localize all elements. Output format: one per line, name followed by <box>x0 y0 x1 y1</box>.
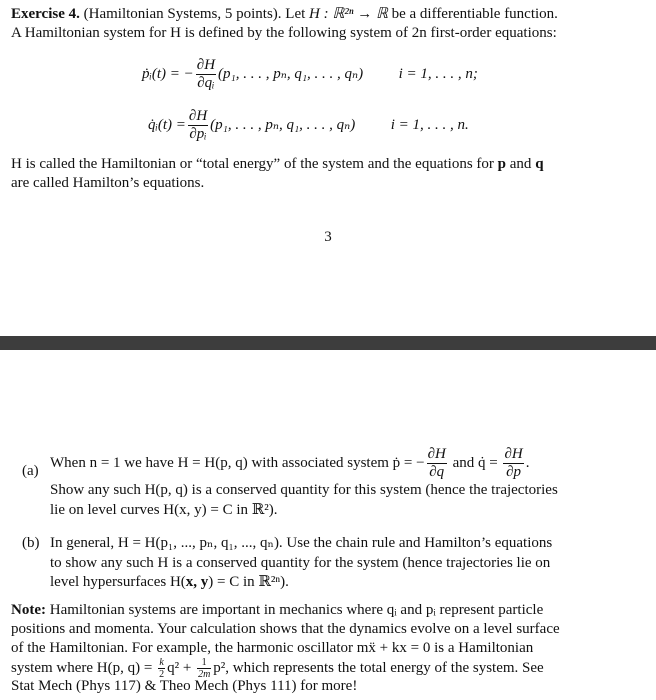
part-a-frac1 <box>427 446 447 481</box>
note-line2: positions and momenta. Your calculation shows that the dynamics evolve on a level surface <box>11 621 560 637</box>
eq2-lhs: q̇ᵢ(t) = <box>148 116 186 133</box>
hamiltonian-map: H : ℝ²ⁿ → ℝ <box>309 6 388 22</box>
equation-1 <box>142 57 478 92</box>
note-label: Note: <box>11 602 46 618</box>
part-a-line1 <box>50 446 640 481</box>
m-num: 1 <box>201 657 207 668</box>
part-b-label: (b) <box>22 535 40 551</box>
eq1-args: (p₁, . . . , pₙ, q₁, . . . , qₙ) <box>218 65 364 82</box>
frac2-num: ∂H <box>504 446 523 462</box>
part-a-period: . <box>525 454 530 471</box>
frac2-den: ∂p <box>503 463 523 481</box>
intro-text-a: Let <box>285 6 306 22</box>
k-den: 2 <box>159 669 165 680</box>
part-a-label: (a) <box>22 463 39 479</box>
exercise-heading: Exercise 4. <box>11 6 80 22</box>
part-a-line3: lie on level curves H(x, y) = C in ℝ²). <box>50 501 278 518</box>
eq1-fraction <box>196 57 216 92</box>
bold-q: q <box>535 156 544 172</box>
part-a-mid: and q̇ = <box>452 454 498 471</box>
after-equations-line1 <box>11 155 640 175</box>
eq2-range: i = 1, . . . , n. <box>390 116 469 133</box>
eq1-range: i = 1, . . . , n; <box>398 65 478 82</box>
after-equations-line2: are called Hamilton’s equations. <box>11 175 205 191</box>
note-line3: of the Hamiltonian. For example, the harmonic oscillator mẍ + kx = 0 is a Hamiltonian <box>11 640 534 656</box>
note-line1 <box>11 601 640 621</box>
part-a <box>22 446 640 520</box>
exercise-intro-line1 <box>11 5 640 25</box>
eq2-fraction <box>188 108 208 143</box>
part-b-text-a: level hypersurfaces H( <box>50 574 186 590</box>
equation-2 <box>148 108 469 143</box>
exercise-meta: (Hamiltonian Systems, 5 points). <box>83 6 282 22</box>
part-a-frac2 <box>503 446 523 481</box>
part-b <box>22 534 640 593</box>
eq1-lhs: ṗᵢ(t) = − <box>142 65 194 82</box>
after-eq-and: and <box>509 156 532 172</box>
part-b-line2: to show any such H is a conserved quantity for the system (hence trajectories lie on <box>50 554 551 571</box>
part-b-line1: In general, H = H(p₁, ..., pₙ, q₁, ..., qₙ). Use the chain rule and Hamilton’s equations <box>50 535 553 551</box>
bold-p: p <box>497 156 507 172</box>
eq2-den: ∂pᵢ <box>189 126 207 142</box>
page-divider <box>0 336 656 350</box>
note-line5: Stat Mech (Phys 117) & Theo Mech (Phys 111) for more! <box>11 678 358 694</box>
note-line4-a: system where H(p, q) = <box>11 659 153 676</box>
part-b-text-b: ) = C in ℝ²ⁿ). <box>208 574 289 590</box>
page-bottom <box>0 350 656 700</box>
note-line4-c: p², which represents the total energy of the system. See <box>213 659 544 676</box>
page-top <box>0 0 656 336</box>
frac1-den: ∂q <box>427 463 447 481</box>
eq2-args: (p₁, . . . , pₙ, q₁, . . . , qₙ) <box>210 116 356 133</box>
k-num: k <box>159 657 164 668</box>
note-text-1: Hamiltonian systems are important in mechanics where qᵢ and pᵢ represent particle <box>49 602 544 618</box>
intro-text-b: be a differentiable function. <box>391 6 558 22</box>
frac1-num: ∂H <box>427 446 446 462</box>
m-den: 2m <box>198 669 211 680</box>
part-a-text: When n = 1 we have H = H(p, q) with associated system ṗ = − <box>50 454 425 471</box>
after-eq-text: H is called the Hamiltonian or “total energy” of the system and the equations for <box>11 156 494 172</box>
part-b-line3 <box>50 573 640 593</box>
part-a-line2: Show any such H(p, q) is a conserved quantity for this system (hence the trajectories <box>50 482 558 498</box>
exercise-intro-line2: A Hamiltonian system for H is defined by the following system of 2n first-order equations: <box>11 25 557 41</box>
part-b-bold: x, y <box>185 574 209 590</box>
eq2-num: ∂H <box>188 108 208 124</box>
page-number: 3 <box>324 229 332 245</box>
eq1-num: ∂H <box>196 57 216 73</box>
eq1-den: ∂qᵢ <box>197 75 215 91</box>
note-line4-b: q² + <box>167 659 192 676</box>
